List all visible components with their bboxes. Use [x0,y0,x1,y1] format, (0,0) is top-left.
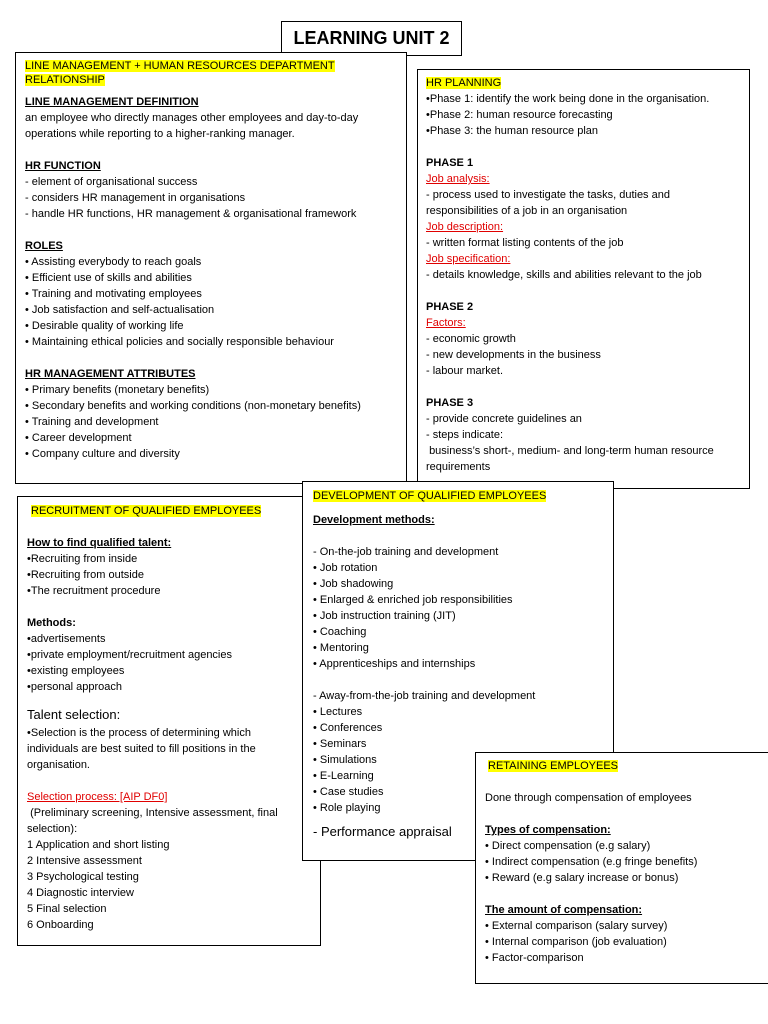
list-item: •Recruiting from outside [27,569,144,581]
line-management-definition-title: LINE MANAGEMENT DEFINITION [25,96,199,108]
types-of-compensation-title: Types of compensation: [485,824,611,836]
hr-planning-box [417,69,750,489]
list-item: • Job satisfaction and self-actualisation [25,304,215,316]
list-item: - labour market. [426,365,504,377]
performance-appraisal: - Performance appraisal [313,824,452,839]
list-item: - process used to investigate the tasks, duties and [426,189,670,201]
phase3-title: PHASE 3 [426,397,474,409]
list-item: • Training and development [25,416,159,428]
recruitment-heading: RECRUITMENT OF QUALIFIED EMPLOYEES [31,505,262,517]
list-item: - economic growth [426,333,516,345]
away-from-job-title: - Away-from-the-job training and development [313,690,536,702]
selection-process-title: Selection process: [AIP DF0] [27,791,168,803]
list-item: •advertisements [27,633,106,645]
list-item: (Preliminary screening, Intensive assessment, final [27,807,278,819]
find-talent-title: How to find qualified talent: [27,537,172,549]
list-item: • Mentoring [313,642,369,654]
list-item: • Direct compensation (e.g salary) [485,840,651,852]
list-item: individuals are best suited to fill positions in the [27,743,256,755]
hr-function-title: HR FUNCTION [25,160,101,172]
list-item: • Simulations [313,754,377,766]
list-item: responsibilities of a job in an organisation [426,205,628,217]
methods-title: Methods: [27,617,76,629]
list-item: • Internal comparison (job evaluation) [485,936,667,948]
amount-of-compensation-title: The amount of compensation: [485,904,643,916]
list-item: • Primary benefits (monetary benefits) [25,384,210,396]
list-item: • Seminars [313,738,367,750]
list-item: •Recruiting from inside [27,553,138,565]
list-item: • Enlarged & enriched job responsibilities [313,594,513,606]
list-item: • Secondary benefits and working conditions (non-monetary benefits) [25,400,361,412]
list-item: - details knowledge, skills and abilities relevant to the job [426,269,702,281]
list-item: • External comparison (salary survey) [485,920,668,932]
definition-line: operations while reporting to a higher-ranking manager. [25,128,295,140]
list-item: requirements [426,461,491,473]
list-item: 2 Intensive assessment [27,855,142,867]
line-management-box [15,52,407,484]
hr-planning-heading: HR PLANNING [426,77,502,89]
list-item: - provide concrete guidelines an [426,413,582,425]
list-item: - written format listing contents of the job [426,237,624,249]
list-item: 1 Application and short listing [27,839,170,851]
list-item: 6 Onboarding [27,919,94,931]
list-item: •private employment/recruitment agencies [27,649,232,661]
list-item: 5 Final selection [27,903,107,915]
list-item: • Role playing [313,802,381,814]
list-item: • Training and motivating employees [25,288,202,300]
talent-selection-title: Talent selection: [27,707,121,722]
list-item: •existing employees [27,665,125,677]
list-item: 4 Diagnostic interview [27,887,134,899]
list-item: • Indirect compensation (e.g fringe benefits) [485,856,698,868]
list-item: • Job shadowing [313,578,394,590]
list-item: • Case studies [313,786,384,798]
list-item: • Company culture and diversity [25,448,180,460]
list-item: •Selection is the process of determining which [27,727,251,739]
recruitment-box [17,496,321,946]
roles-title: ROLES [25,240,63,252]
list-item: 3 Psychological testing [27,871,139,883]
phase-item: •Phase 3: the human resource plan [426,125,599,137]
list-item: • Maintaining ethical policies and socially responsible behaviour [25,336,334,348]
retaining-intro: Done through compensation of employees [485,792,692,804]
list-item: • Job instruction training (JIT) [313,610,456,622]
list-item: organisation. [27,759,90,771]
list-item: • E-Learning [313,770,374,782]
list-item: - considers HR management in organisations [25,192,246,204]
list-item: - new developments in the business [426,349,601,361]
list-item: - steps indicate: [426,429,504,441]
list-item: • Coaching [313,626,367,638]
list-item: • Desirable quality of working life [25,320,184,332]
phase-item: •Phase 1: identify the work being done in the organisation. [426,93,710,105]
list-item: - element of organisational success [25,176,198,188]
job-description-title: Job description: [426,221,504,233]
hr-attributes-title: HR MANAGEMENT ATTRIBUTES [25,368,196,380]
list-item: • Efficient use of skills and abilities [25,272,192,284]
development-methods-title: Development methods: [313,514,435,526]
list-item: •The recruitment procedure [27,585,161,597]
retaining-box [475,752,768,984]
list-item: • Job rotation [313,562,378,574]
factors-title: Factors: [426,317,466,329]
phase-item: •Phase 2: human resource forecasting [426,109,613,121]
list-item: • Assisting everybody to reach goals [25,256,202,268]
line-management-heading: LINE MANAGEMENT + HUMAN RESOURCES DEPARTMENT RELATIONSHIP [25,60,335,86]
phase1-title: PHASE 1 [426,157,474,169]
retaining-heading: RETAINING EMPLOYEES [488,760,618,772]
job-analysis-title: Job analysis: [426,173,490,185]
job-specification-title: Job specification: [426,253,511,265]
development-heading: DEVELOPMENT OF QUALIFIED EMPLOYEES [313,490,547,502]
list-item: • Career development [25,432,132,444]
list-item: • Apprenticeships and internships [313,658,476,670]
phase2-title: PHASE 2 [426,301,474,313]
list-item: - handle HR functions, HR management & organisational framework [25,208,357,220]
on-the-job-title: - On-the-job training and development [313,546,499,558]
list-item: • Lectures [313,706,363,718]
definition-line: an employee who directly manages other employees and day-to-day [25,112,359,124]
list-item: • Conferences [313,722,383,734]
page-title: LEARNING UNIT 2 [281,21,462,56]
list-item: • Factor-comparison [485,952,584,964]
list-item: •personal approach [27,681,122,693]
list-item: • Reward (e.g salary increase or bonus) [485,872,679,884]
list-item: business’s short-, medium- and long-term human resource [426,445,714,457]
list-item: selection): [27,823,78,835]
